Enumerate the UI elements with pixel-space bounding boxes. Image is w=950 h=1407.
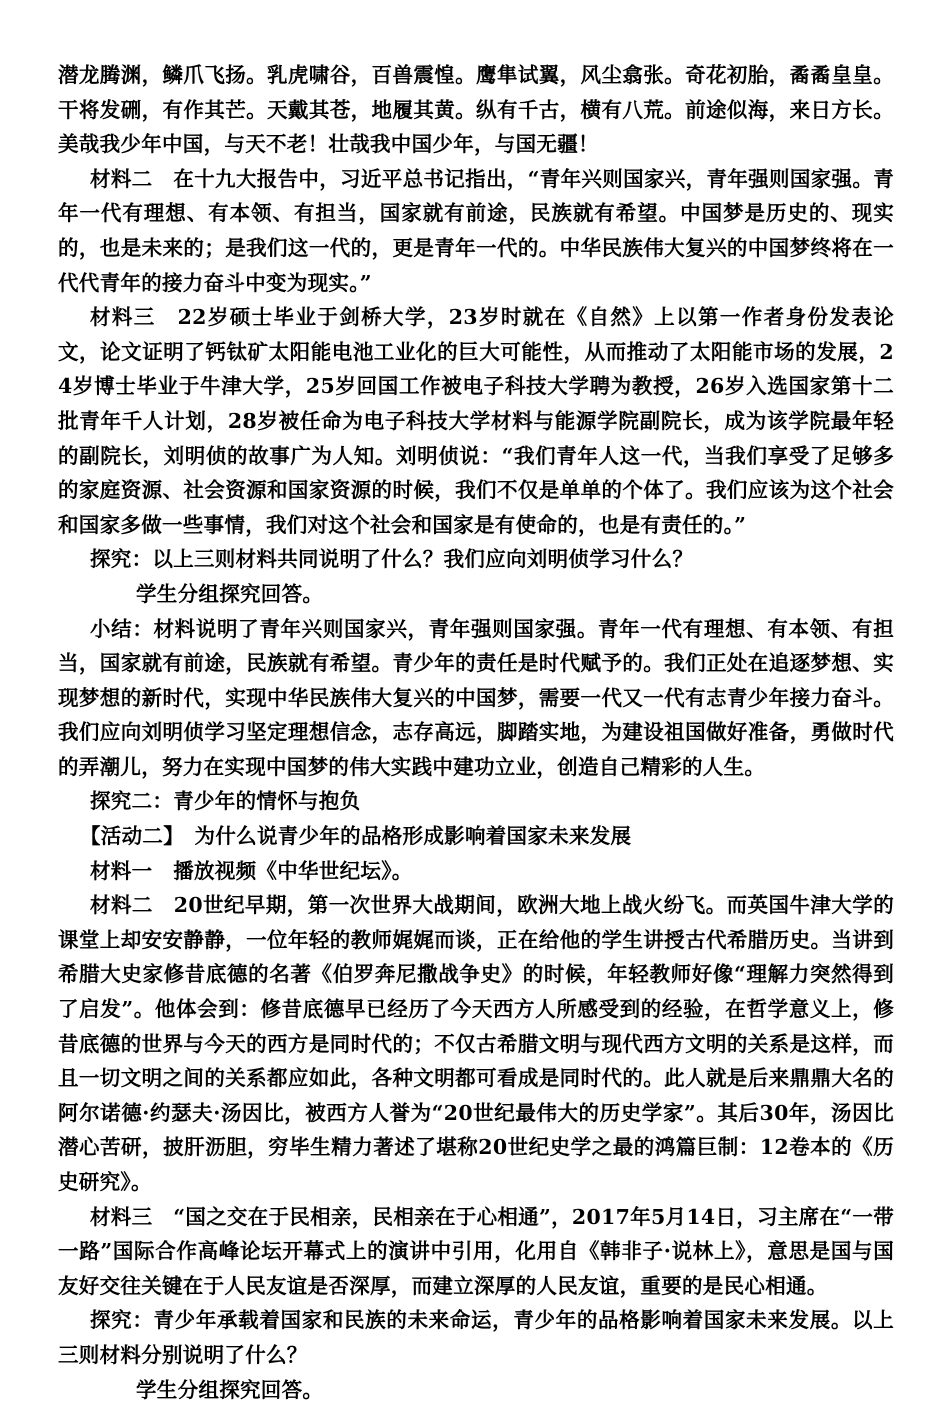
document-page (58, 58, 894, 1407)
material-three-paragraph: 材料三 22岁硕士毕业于剑桥大学，23岁时就在《自然》上以第一作者身份发表论文，论文证明了钙钛矿太阳能电池工业化的巨大可能性，从而推动了太阳能市场的发展，24岁博士毕业于牛津大学，25岁回国工作被电子科技大学聘为教授，26岁入选国家第十二批青年千人计划，28岁被任命为电子科技大学材料与能源学院副院长，成为该学院最年轻的副院长，刘明侦的故事广为人知。刘明侦说：“我们青年人这一代，当我们享受了足够多的家庭资源、社会资源和国家资源的时候，我们不仅是单单的个体了。我们应该为这个社会和国家多做一些事情，我们对这个社会和国家是有使命的，也是有责任的。” (58, 305, 894, 537)
poem-paragraph: 潜龙腾渊，鳞爪飞扬。乳虎啸谷，百兽震惶。鹰隼试翼，风尘翕张。奇花初胎，矞矞皇皇。干将发硎，有作其芒。天戴其苍，地履其黄。纵有千古，横有八荒。前途似海，来日方长。美哉我少年中国，与天不老！壮哉我中国少年，与国无疆！ (58, 63, 894, 157)
activity-two-heading: 【活动二】 为什么说青少年的品格形成影响着国家未来发展 (80, 824, 632, 849)
summary-paragraph: 小结：材料说明了青年兴则国家兴，青年强则国家强。青年一代有理想、有本领、有担当，国家就有前途，民族就有希望。青少年的责任是时代赋予的。我们正处在追逐梦想、实现梦想的新时代，实现中华民族伟大复兴的中国梦，需要一代又一代有志青少年接力奋斗。我们应向刘明侦学习坚定理想信念，志存高远，脚踏实地，为建设祖国做好准备，勇做时代的弄潮儿，努力在实现中国梦的伟大实践中建功立业，创造自己精彩的人生。 (58, 616, 894, 779)
material-two-toynbee-paragraph: 材料二 20世纪早期，第一次世界大战期间，欧洲大地上战火纷飞。而英国牛津大学的课堂上却安安静静，一位年轻的教师娓娓而谈，正在给他的学生讲授古代希腊历史。当讲到希腊大史家修昔底德的名著《伯罗奔尼撒战争史》的时候，年轻教师好像“理解力突然得到了启发”。他体会到：修昔底德早已经历了今天西方人所感受到的经验，在哲学意义上，修昔底德的世界与今天的西方是同时代的；不仅古希腊文明与现代西方文明的关系是这样，而且一切文明之间的关系都应如此，各种文明都可看成是同时代的。此人就是后来鼎鼎大名的阿尔诺德·约瑟夫·汤因比，被西方人誉为“20世纪最伟大的历史学家”。其后30年，汤因比潜心苦研，披肝沥胆，穷毕生精力著述了堪称20世纪史学之最的鸿篇巨制：12卷本的《历史研究》。 (58, 893, 894, 1194)
group-answer-note-two: 学生分组探究回答。 (136, 1377, 324, 1402)
material-two-paragraph: 材料二 在十九大报告中，习近平总书记指出，“青年兴则国家兴，青年强则国家强。青年一代有理想、有本领、有担当，国家就有前途，民族就有希望。中国梦是历史的、现实的，也是未来的；是我们这一代的，更是青年一代的。中华民族伟大复兴的中国梦终将在一代代青年的接力奋斗中变为现实。” (58, 166, 894, 295)
inquiry-two-heading: 探究二：青少年的情怀与抱负 (90, 789, 361, 814)
inquiry-question: 探究：以上三则材料共同说明了什么？我们应向刘明侦学习什么？ (90, 547, 694, 572)
inquiry-question-two: 探究：青少年承载着国家和民族的未来命运，青少年的品格影响着国家未来发展。以上三则材料分别说明了什么？ (58, 1308, 894, 1367)
material-one-paragraph: 材料一 播放视频《中华世纪坛》。 (90, 858, 413, 883)
material-three-quote-paragraph: 材料三 “国之交在于民相亲，民相亲在于心相通”，2017年5月14日，习主席在“一带一路”国际合作高峰论坛开幕式上的演讲中引用，化用自《韩非子·说林上》，意思是国与国友好交往关键在于人民友谊是否深厚，而建立深厚的人民友谊，重要的是民心相通。 (58, 1204, 894, 1298)
group-answer-note: 学生分组探究回答。 (136, 581, 324, 606)
